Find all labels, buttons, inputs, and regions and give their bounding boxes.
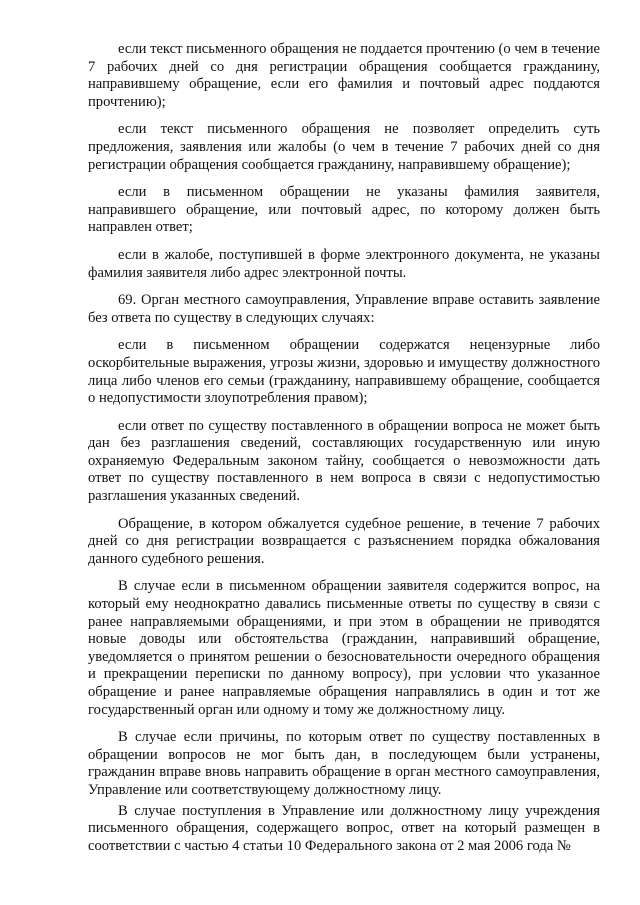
paragraph: если текст письменного обращения не позволяет определить суть предложения, заявления или жалобы (о чем в течение 7 рабочих дней со дня регистрации обращения сообщается гражданину, направившему обращение); — [88, 121, 600, 173]
paragraph: Обращение, в котором обжалуется судебное решение, в течение 7 рабочих дней со дня регистрации возвращается с разъяснением порядка обжалования данного судебного решения. — [88, 515, 600, 567]
paragraph: В случае поступления в Управление или должностному лицу учреждения письменного обращения, содержащего вопрос, ответ на который размещен в соответствии с частью 4 статьи 10 Федерального закона от 2 мая 2006 года № — [88, 802, 600, 854]
paragraph: если текст письменного обращения не поддается прочтению (о чем в течение 7 рабочих дней со дня регистрации обращения сообщается гражданину, направившему обращение, если его фамилия и почтовый адрес поддаются прочтению); — [88, 41, 600, 110]
paragraph: если в письменном обращении не указаны фамилия заявителя, направившего обращение, или почтовый адрес, по которому должен быть направлен ответ; — [88, 184, 600, 236]
paragraph: В случае если причины, по которым ответ по существу поставленных в обращении вопросов не мог быть дан, в последующем были устранены, гражданин вправе вновь направить обращение в орган местного самоуправления, Управление или соответствующему должностному лицу. — [88, 729, 600, 798]
paragraph: 69. Орган местного самоуправления, Управление вправе оставить заявление без ответа по существу в следующих случаях: — [88, 292, 600, 326]
paragraph: если в жалобе, поступившей в форме электронного документа, не указаны фамилия заявителя либо адрес электронной почты. — [88, 246, 600, 281]
document-body — [88, 41, 600, 855]
paragraph: если в письменном обращении содержатся нецензурные либо оскорбительные выражения, угрозы жизни, здоровью и имуществу должностного лица либо членов его семьи (гражданину, направившему обращение, сообщается о недопустимости злоупотребления правом); — [88, 337, 600, 407]
paragraph: если ответ по существу поставленного в обращении вопроса не может быть дан без разглашения сведений, составляющих государственную или иную охраняемую Федеральным законом тайну, сообщается о невозможности дать ответ по существу поставленного в нем вопроса в связи с недопустимостью разглашения указанных сведений. — [88, 417, 600, 505]
paragraph: В случае если в письменном обращении заявителя содержится вопрос, на который ему неоднократно давались письменные ответы по существу в связи с ранее направляемыми обращениями, и при этом в обращении не приводятся новые доводы или обстоятельства (гражданин, направивший обращение, уведомляется о принятом решении о безосновательности очередного обращения и прекращении переписки по данному вопросу), при условии что указанное обращение и ранее направляемые обращения направлялись в один и тот же государственный орган или одному и тому же должностному лицу. — [88, 578, 600, 718]
